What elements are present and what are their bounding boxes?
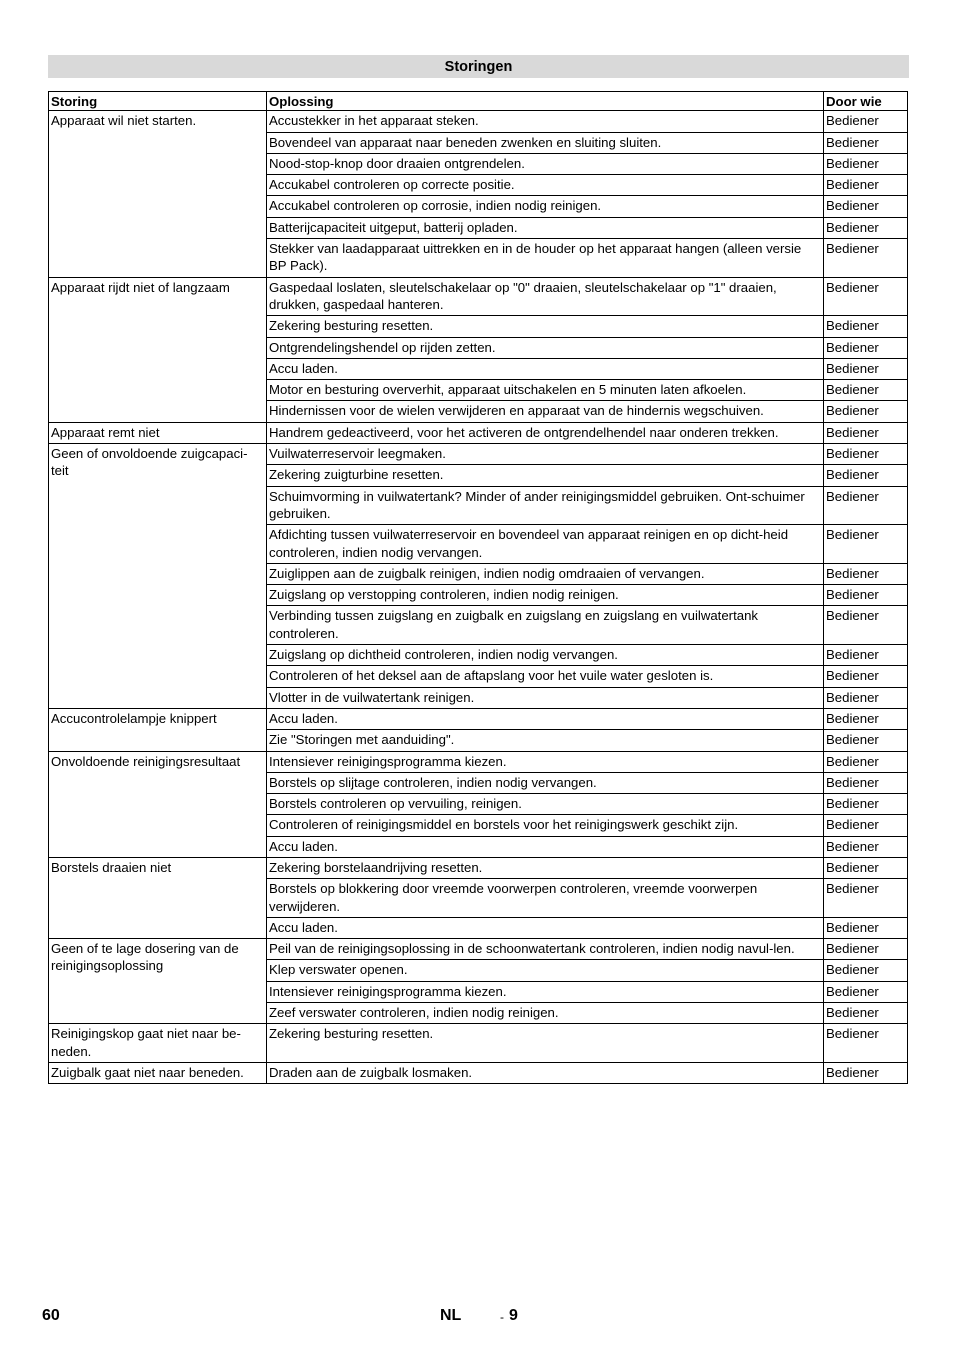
solution-cell: Intensiever reinigingsprogramma kiezen. xyxy=(267,751,824,772)
responsible-cell: Bediener xyxy=(824,422,908,443)
fault-cell: Apparaat wil niet starten. xyxy=(49,111,267,277)
responsible-cell: Bediener xyxy=(824,465,908,486)
table-row xyxy=(49,111,908,132)
solution-cell: Zuigslang op dichtheid controleren, indien nodig vervangen. xyxy=(267,645,824,666)
responsible-cell: Bediener xyxy=(824,815,908,836)
responsible-cell: Bediener xyxy=(824,525,908,564)
responsible-cell: Bediener xyxy=(824,111,908,132)
table-row xyxy=(49,422,908,443)
solution-cell: Hindernissen voor de wielen verwijderen en apparaat van de hindernis wegschuiven. xyxy=(267,401,824,422)
solution-cell: Zuigslang op verstopping controleren, indien nodig reinigen. xyxy=(267,585,824,606)
responsible-cell: Bediener xyxy=(824,708,908,729)
solution-cell: Borstels op blokkering door vreemde voorwerpen controleren, vreemde voorwerpen verwijderen. xyxy=(267,879,824,918)
fault-cell: Onvoldoende reinigingsresultaat xyxy=(49,751,267,857)
solution-cell: Vlotter in de vuilwatertank reinigen. xyxy=(267,687,824,708)
responsible-cell: Bediener xyxy=(824,981,908,1002)
section-title: Storingen xyxy=(48,55,909,78)
responsible-cell: Bediener xyxy=(824,316,908,337)
table-row xyxy=(49,751,908,772)
solution-cell: Draden aan de zuigbalk losmaken. xyxy=(267,1062,824,1083)
responsible-cell: Bediener xyxy=(824,175,908,196)
responsible-cell: Bediener xyxy=(824,153,908,174)
fault-cell: Reinigingskop gaat niet naar be-neden. xyxy=(49,1024,267,1063)
header-who: Door wie xyxy=(824,92,908,111)
responsible-cell: Bediener xyxy=(824,730,908,751)
responsible-cell: Bediener xyxy=(824,196,908,217)
fault-cell: Borstels draaien niet xyxy=(49,857,267,938)
responsible-cell: Bediener xyxy=(824,879,908,918)
solution-cell: Stekker van laadapparaat uittrekken en in de houder op het apparaat hangen (alleen versie BP Pack). xyxy=(267,239,824,278)
responsible-cell: Bediener xyxy=(824,444,908,465)
solution-cell: Zekering borstelaandrijving resetten. xyxy=(267,857,824,878)
solution-cell: Accu laden. xyxy=(267,708,824,729)
responsible-cell: Bediener xyxy=(824,563,908,584)
table-row xyxy=(49,444,908,465)
solution-cell: Afdichting tussen vuilwaterreservoir en bovendeel van apparaat reinigen en op dicht-heid controleren, indien nodig vervangen. xyxy=(267,525,824,564)
responsible-cell: Bediener xyxy=(824,645,908,666)
solution-cell: Intensiever reinigingsprogramma kiezen. xyxy=(267,981,824,1002)
solution-cell: Gaspedaal loslaten, sleutelschakelaar op "0" draaien, sleutelschakelaar op "1" draaien, drukken, gaspedaal hanteren. xyxy=(267,277,824,316)
header-solution: Oplossing xyxy=(267,92,824,111)
responsible-cell: Bediener xyxy=(824,401,908,422)
solution-cell: Zeef verswater controleren, indien nodig reinigen. xyxy=(267,1003,824,1024)
solution-cell: Zie "Storingen met aanduiding". xyxy=(267,730,824,751)
responsible-cell: Bediener xyxy=(824,606,908,645)
solution-cell: Borstels controleren op vervuiling, reinigen. xyxy=(267,794,824,815)
fault-cell: Zuigbalk gaat niet naar beneden. xyxy=(49,1062,267,1083)
responsible-cell: Bediener xyxy=(824,1003,908,1024)
responsible-cell: Bediener xyxy=(824,585,908,606)
responsible-cell: Bediener xyxy=(824,687,908,708)
responsible-cell: Bediener xyxy=(824,666,908,687)
troubleshooting-table xyxy=(48,91,908,1084)
solution-cell: Bovendeel van apparaat naar beneden zwenken en sluiting sluiten. xyxy=(267,132,824,153)
solution-cell: Accu laden. xyxy=(267,836,824,857)
footer-dash: - xyxy=(500,1310,504,1324)
solution-cell: Controleren of reinigingsmiddel en borstels voor het reinigingswerk geschikt zijn. xyxy=(267,815,824,836)
fault-cell: Geen of onvoldoende zuigcapaci-teit xyxy=(49,444,267,709)
solution-cell: Zekering besturing resetten. xyxy=(267,316,824,337)
solution-cell: Zuiglippen aan de zuigbalk reinigen, indien nodig omdraaien of vervangen. xyxy=(267,563,824,584)
solution-cell: Nood-stop-knop door draaien ontgrendelen. xyxy=(267,153,824,174)
responsible-cell: Bediener xyxy=(824,917,908,938)
table-row xyxy=(49,708,908,729)
solution-cell: Accukabel controleren op correcte positie. xyxy=(267,175,824,196)
fault-cell: Apparaat remt niet xyxy=(49,422,267,443)
fault-cell: Geen of te lage dosering van de reinigingsoplossing xyxy=(49,939,267,1024)
solution-cell: Vuilwaterreservoir leegmaken. xyxy=(267,444,824,465)
solution-cell: Borstels op slijtage controleren, indien nodig vervangen. xyxy=(267,772,824,793)
solution-cell: Zekering zuigturbine resetten. xyxy=(267,465,824,486)
solution-cell: Accustekker in het apparaat steken. xyxy=(267,111,824,132)
solution-cell: Handrem gedeactiveerd, voor het activeren de ontgrendelhendel naar onderen trekken. xyxy=(267,422,824,443)
fault-cell: Apparaat rijdt niet of langzaam xyxy=(49,277,267,422)
responsible-cell: Bediener xyxy=(824,380,908,401)
responsible-cell: Bediener xyxy=(824,772,908,793)
table-row xyxy=(49,1024,908,1063)
responsible-cell: Bediener xyxy=(824,358,908,379)
responsible-cell: Bediener xyxy=(824,960,908,981)
solution-cell: Accukabel controleren op corrosie, indien nodig reinigen. xyxy=(267,196,824,217)
table-header-row xyxy=(49,92,908,111)
solution-cell: Peil van de reinigingsoplossing in de schoonwatertank controleren, indien nodig navul-len. xyxy=(267,939,824,960)
solution-cell: Ontgrendelingshendel op rijden zetten. xyxy=(267,337,824,358)
responsible-cell: Bediener xyxy=(824,486,908,525)
header-fault: Storing xyxy=(49,92,267,111)
responsible-cell: Bediener xyxy=(824,939,908,960)
solution-cell: Zekering besturing resetten. xyxy=(267,1024,824,1063)
responsible-cell: Bediener xyxy=(824,836,908,857)
language-code: NL xyxy=(440,1307,462,1324)
solution-cell: Accu laden. xyxy=(267,358,824,379)
responsible-cell: Bediener xyxy=(824,794,908,815)
solution-cell: Accu laden. xyxy=(267,917,824,938)
table-row xyxy=(49,1062,908,1083)
solution-cell: Controleren of het deksel aan de aftapslang voor het vuile water gesloten is. xyxy=(267,666,824,687)
responsible-cell: Bediener xyxy=(824,337,908,358)
solution-cell: Klep verswater openen. xyxy=(267,960,824,981)
table-row xyxy=(49,939,908,960)
responsible-cell: Bediener xyxy=(824,751,908,772)
responsible-cell: Bediener xyxy=(824,857,908,878)
solution-cell: Schuimvorming in vuilwatertank? Minder of ander reinigingsmiddel gebruiken. Ont-schuimer gebruiken. xyxy=(267,486,824,525)
responsible-cell: Bediener xyxy=(824,239,908,278)
responsible-cell: Bediener xyxy=(824,1062,908,1083)
responsible-cell: Bediener xyxy=(824,277,908,316)
solution-cell: Motor en besturing oververhit, apparaat uitschakelen en 5 minuten laten afkoelen. xyxy=(267,380,824,401)
responsible-cell: Bediener xyxy=(824,217,908,238)
section-page-number: 9 xyxy=(509,1307,518,1324)
responsible-cell: Bediener xyxy=(824,132,908,153)
page-number: 60 xyxy=(42,1307,60,1324)
table-body xyxy=(49,111,908,1084)
solution-cell: Batterijcapaciteit uitgeput, batterij opladen. xyxy=(267,217,824,238)
solution-cell: Verbinding tussen zuigslang en zuigbalk en zuigslang en zuigslang en vuilwatertank controleren. xyxy=(267,606,824,645)
fault-cell: Accucontrolelampje knippert xyxy=(49,708,267,751)
table-row xyxy=(49,857,908,878)
table-row xyxy=(49,277,908,316)
responsible-cell: Bediener xyxy=(824,1024,908,1063)
